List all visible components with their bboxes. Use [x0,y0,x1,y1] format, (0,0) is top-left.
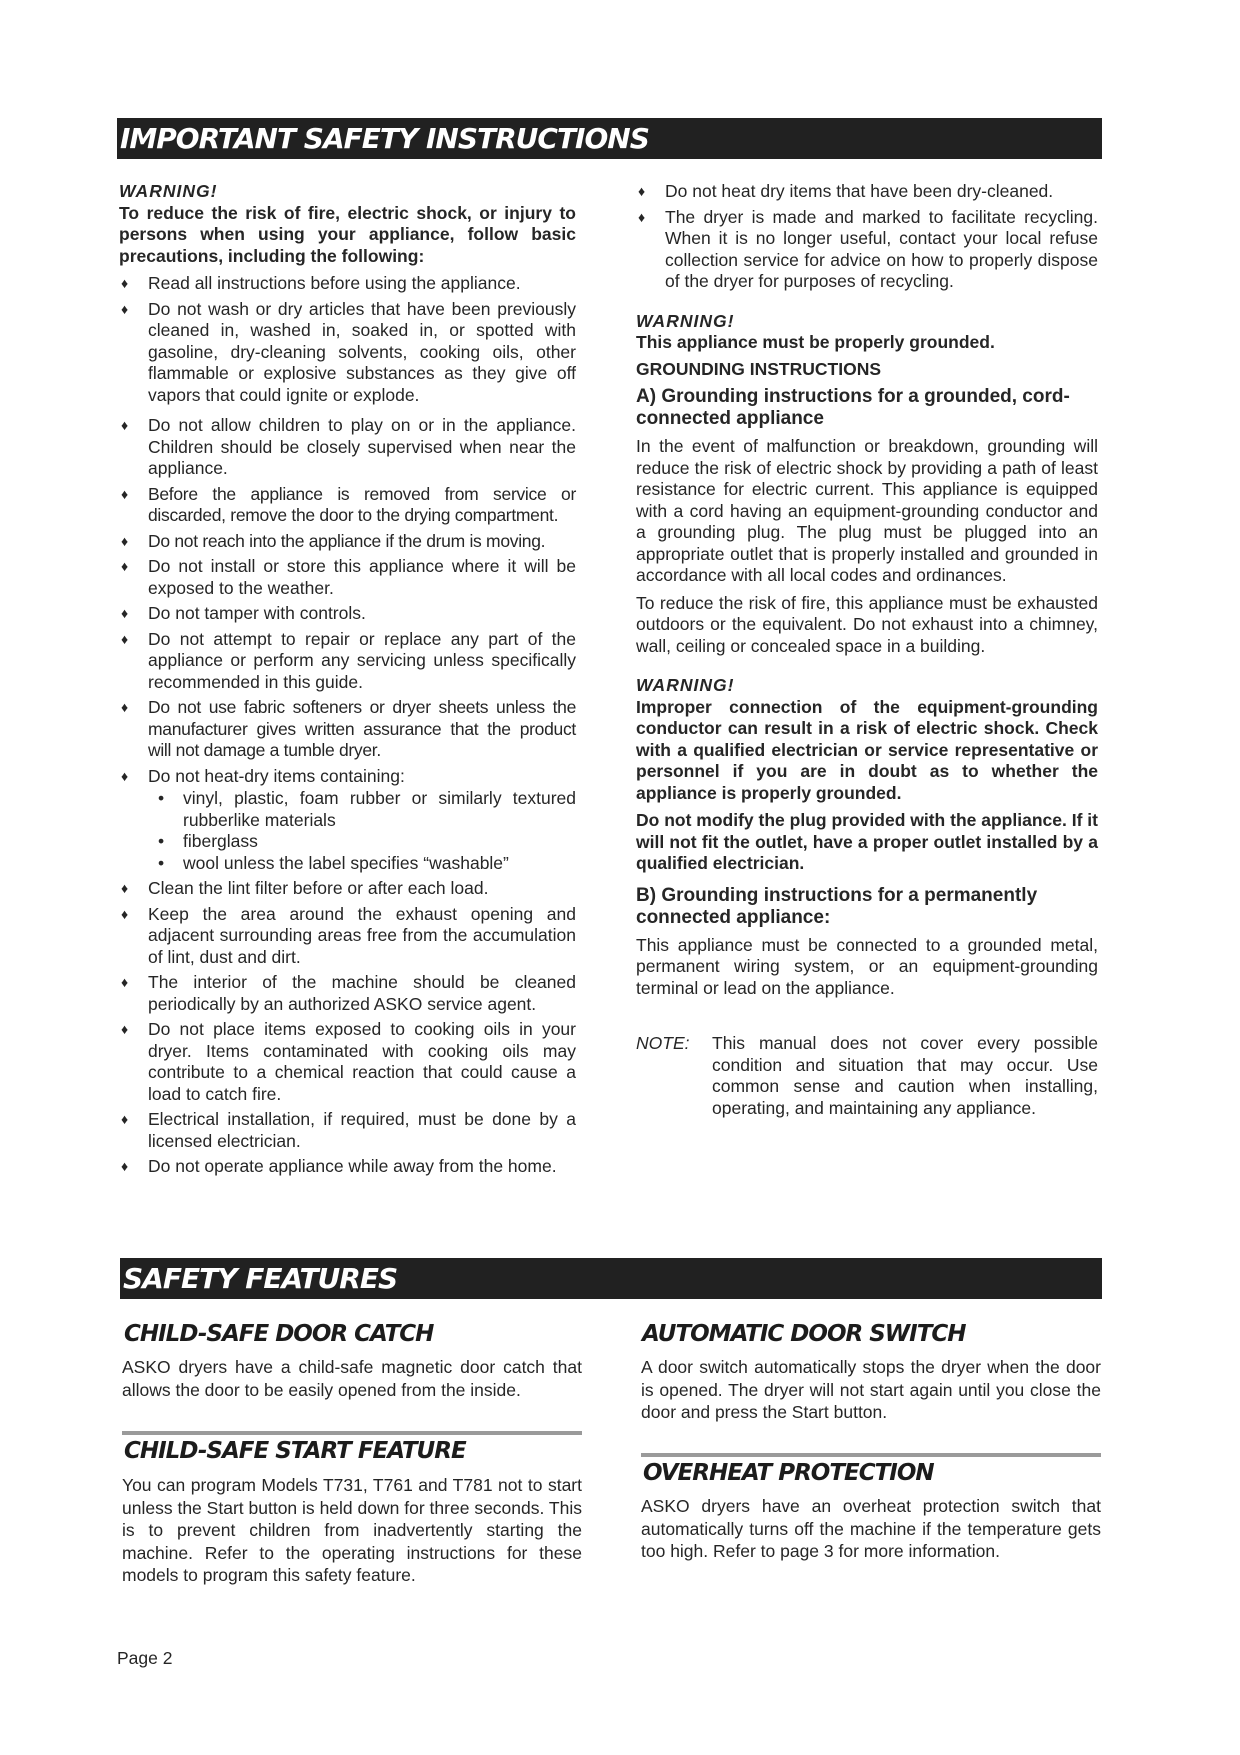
list-item: ♦ Do not heat dry items that have been dry-cleaned. [638,181,1054,201]
diamond-bullet-icon: ♦ [121,1158,129,1174]
list-item: ♦ Read all instructions before using the appliance. [121,273,521,293]
warning-title: WARNING! [636,675,735,695]
right-column [636,181,1098,1119]
sub-list-item: • wool unless the label specifies “washable” [158,852,509,873]
diamond-bullet-icon: ♦ [121,974,129,990]
section-divider [641,1453,1101,1457]
sub-list [148,788,576,874]
note-block [636,1033,1098,1119]
list-item: ♦ Do not use fabric softeners or dryer sheets unless the manufacturer gives written assurance that the product will not damage a tumble dryer. [121,697,576,760]
note-text: This manual does not cover every possible condition and situation that may occur. Use common sense and caution when installing, operating, and maintaining any appliance. [712,1033,1098,1118]
diamond-bullet-icon: ♦ [121,1021,129,1037]
page-number: Page 2 [117,1648,173,1668]
precautions-list-continued [636,181,1098,293]
list-item: ♦ Do not wash or dry articles that have been previously cleaned in, washed in, soaked in, or spotted with gasoline, dry-cleaning solvents, cooking oils, other flammable or explosive substances as they give off vapors that could ignite or explode. [121,298,576,405]
overheat-heading: OVERHEAT PROTECTION [643,1460,934,1486]
precautions-list [119,273,576,1178]
grounding-a-paragraph: In the event of malfunction or breakdown, grounding will reduce the risk of electric shock by providing a path of least resistance for electric current. This appliance is equipped with a cord having an equipment-grounding conductor and a grounding plug. The plug must be plugged into an appropriate outlet that is properly installed and grounded in accordance with all local codes and ordinances. [636,436,1098,585]
list-item: ♦ Do not reach into the appliance if the drum is moving. [121,530,546,551]
grounding-b-paragraph: This appliance must be connected to a grounded metal, permanent wiring system, or an equipment-grounding terminal or lead on the appliance. [636,934,1098,998]
list-item: ♦ Do not install or store this appliance where it will be exposed to the weather. [121,556,576,598]
diamond-bullet-icon: ♦ [121,880,129,896]
list-item: ♦ Do not heat-dry items containing: • vinyl, plastic, foam rubber or similarly textured rubberlike materials • fiberglass • wool unless the label specifies “washable” [121,765,576,873]
diamond-bullet-icon: ♦ [121,905,129,922]
warning-title: WARNING! [119,181,218,201]
list-item: ♦ Electrical installation, if required, must be done by a licensed electrician. [121,1109,576,1151]
diamond-bullet-icon: ♦ [121,485,129,502]
safety-features-banner [120,1258,1102,1299]
diamond-bullet-icon: ♦ [121,558,129,574]
list-item: ♦ Before the appliance is removed from service or discarded, remove the door to the drying compartment. [121,483,576,525]
diamond-bullet-icon: ♦ [121,767,129,784]
list-item: ♦ Clean the lint filter before or after each load. [121,878,489,898]
diamond-bullet-icon: ♦ [121,275,129,291]
list-item: ♦ Do not tamper with controls. [121,603,366,623]
diamond-bullet-icon: ♦ [121,1111,129,1127]
diamond-bullet-icon: ♦ [121,532,129,549]
banner-title: SAFETY FEATURES [123,1262,398,1295]
sub-list-item: • fiberglass [158,831,258,851]
diamond-bullet-icon: ♦ [121,417,129,433]
door-switch-heading: AUTOMATIC DOOR SWITCH [642,1321,966,1347]
door-catch-text: ASKO dryers have a child-safe magnetic door catch that allows the door to be easily opened from the inside. [122,1357,582,1400]
warning-title: WARNING! [636,310,735,331]
list-item: ♦ Keep the area around the exhaust opening and adjacent surrounding areas free from the accumulation of lint, dust and dirt. [121,903,576,967]
list-item: ♦ Do not operate appliance while away from the home. [121,1156,557,1176]
grounding-a-paragraph-2: To reduce the risk of fire, this appliance must be exhausted outdoors or the equivalent. Do not exhaust into a chimney, wall, ceiling or concealed space in a building. [636,592,1098,656]
start-feature-heading: CHILD-SAFE START FEATURE [124,1438,466,1464]
diamond-bullet-icon: ♦ [121,605,129,621]
diamond-bullet-icon: ♦ [121,630,129,647]
list-item: ♦ Do not attempt to repair or replace any part of the appliance or perform any servicing unless specifically recommended in this guide. [121,628,576,692]
door-switch-text: A door switch automatically stops the dryer when the door is opened. The dryer will not start again until you close the door and press the Start button. [641,1357,1101,1422]
overheat-text: ASKO dryers have an overheat protection switch that automatically turns off the machine if the temperature gets too high. Refer to page 3 for more information. [641,1496,1101,1561]
diamond-bullet-icon: ♦ [638,183,646,199]
warning-plug-text: Do not modify the plug provided with the appliance. If it will not fit the outlet, have a proper outlet installed by a qualified electrician. [636,810,1098,873]
grounding-heading: GROUNDING INSTRUCTIONS [636,358,881,379]
warning-connection-text: Improper connection of the equipment-grounding conductor can result in a risk of electric shock. Check with a qualified electrician or service representative or personnel if you are in doubt as to whether the appliance is properly grounded. [636,696,1098,803]
list-item: ♦ Do not place items exposed to cooking oils in your dryer. Items contaminated with cooking oils may contribute to a chemical reaction that could cause a load to catch fire. [121,1019,576,1104]
safety-instructions-banner [117,118,1102,159]
start-feature-text: You can program Models T731, T761 and T781 not to start unless the Start button is held down for three seconds. This is to prevent children from inadvertently starting the machine. Refer to the operating instructions for these models to program this safety feature. [122,1475,582,1585]
list-item: ♦ The interior of the machine should be cleaned periodically by an authorized ASKO service agent. [121,972,576,1014]
grounding-b-heading: B) Grounding instructions for a permanently connected appliance: [636,884,1038,928]
diamond-bullet-icon: ♦ [121,300,129,317]
section-divider [122,1431,582,1435]
diamond-bullet-icon: ♦ [121,699,129,715]
banner-title: IMPORTANT SAFETY INSTRUCTIONS [120,122,649,155]
diamond-bullet-icon: ♦ [638,208,646,225]
note-label: NOTE: [636,1033,690,1053]
left-column [119,181,576,1182]
warning-intro: To reduce the risk of fire, electric shock, or injury to persons when using your appliance, follow basic precautions, including the following: [119,202,576,266]
warning-grounded-text: This appliance must be properly grounded. [636,332,995,352]
sub-list-item: • vinyl, plastic, foam rubber or similarly textured rubberlike materials [158,788,576,830]
list-item: ♦ Do not allow children to play on or in the appliance. Children should be closely supervised when near the appliance. [121,415,576,478]
list-item: ♦ The dryer is made and marked to facilitate recycling. When it is no longer useful, contact your local refuse collection service for advice on how to properly dispose of the dryer for purposes of recycling. [638,206,1098,291]
door-catch-heading: CHILD-SAFE DOOR CATCH [124,1321,434,1347]
grounding-a-heading: A) Grounding instructions for a grounded, cord-connected appliance [636,386,1070,429]
